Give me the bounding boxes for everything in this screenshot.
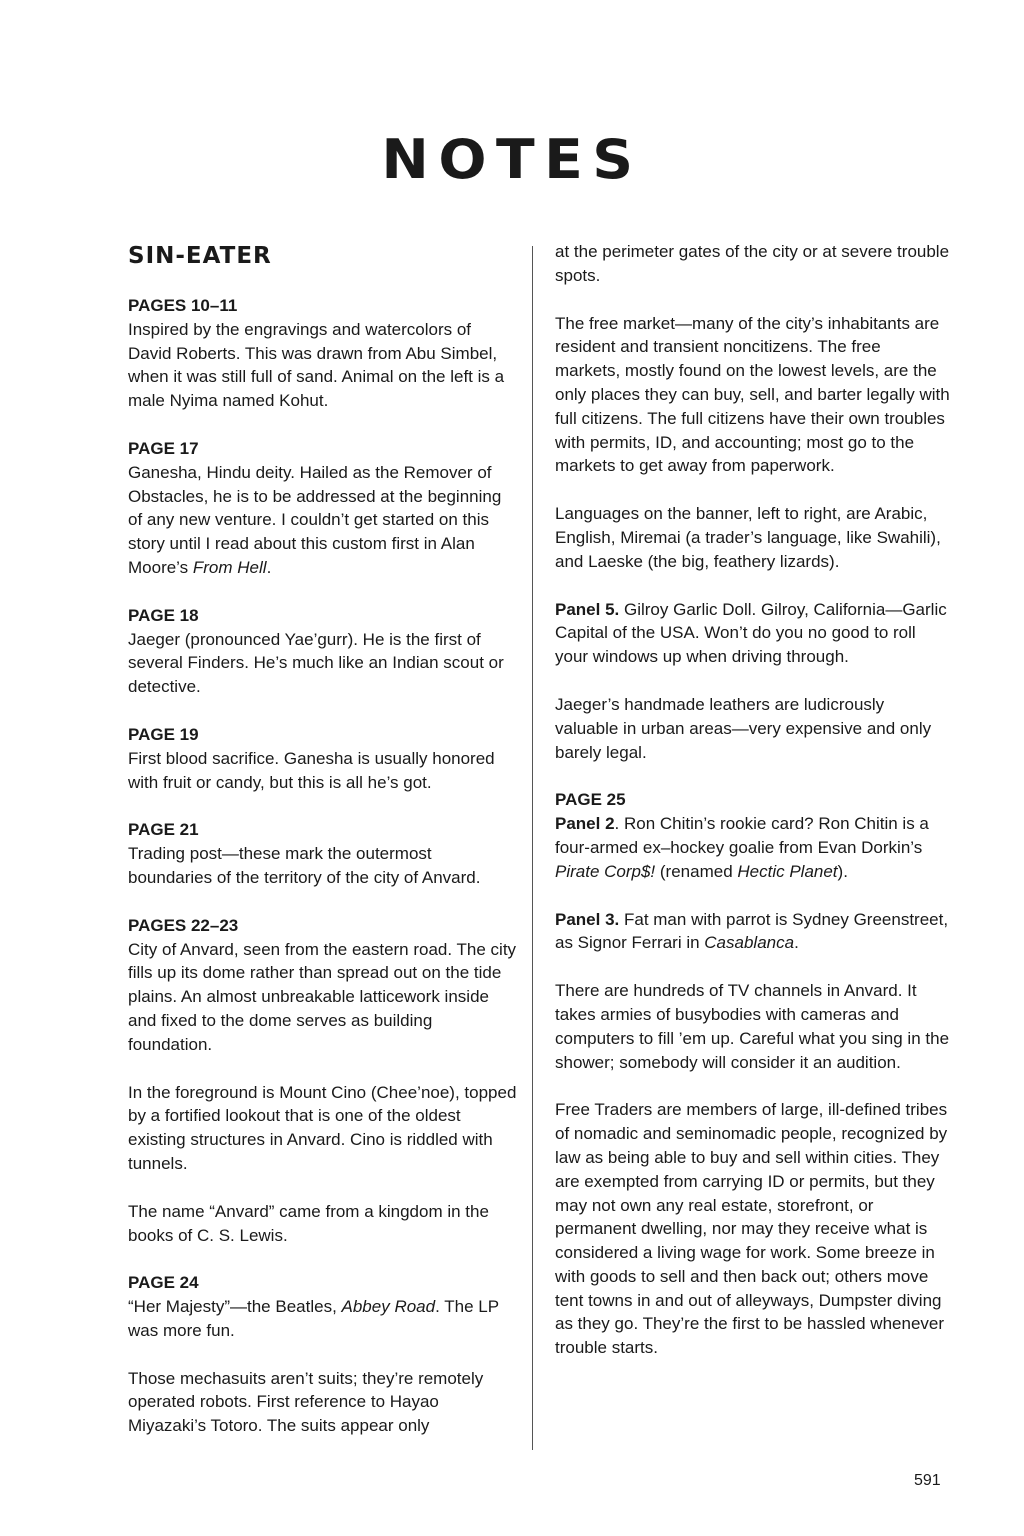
note-heading: PAGE 17 — [128, 438, 199, 458]
note-entry — [555, 693, 950, 764]
note-text — [128, 318, 518, 413]
note-entry — [555, 908, 950, 956]
left-column — [128, 240, 518, 1462]
left-entries — [128, 294, 518, 1438]
note-text — [128, 938, 518, 1057]
page-number: 591 — [914, 1472, 941, 1489]
text-run: . — [794, 933, 799, 953]
note-heading: PAGE 24 — [128, 1273, 199, 1293]
bold-run: Panel 2 — [555, 814, 615, 834]
text-run: The free market—many of the city’s inhabitants are resident and transient noncitizens. The free markets, mostly found on the lowest levels, are the only places they can buy, sell, and barter legally with full citizens. The full citizens have their own troubles with permits, ID, and accounting; most go to the markets to get away from paperwork. — [555, 313, 950, 476]
note-text — [128, 842, 518, 890]
text-run: City of Anvard, seen from the eastern road. The city fills up its dome rather than spread out on the tide plains. An almost unbreakable latticework inside and fixed to the dome serves as building foundation. — [128, 939, 517, 1054]
note-entry — [555, 312, 950, 479]
text-run: Fat man with parrot is Sydney Greenstreet, as Signor Ferrari in — [555, 909, 949, 953]
text-run: . — [266, 557, 272, 577]
note-entry — [555, 788, 950, 883]
italic-run: Pirate Corp$! — [555, 861, 656, 881]
note-text — [128, 1367, 518, 1438]
note-text — [128, 628, 518, 699]
note-text — [128, 1200, 518, 1248]
text-run: There are hundreds of TV channels in Anvard. It takes armies of busybodies with cameras and computers to fill ’em up. Careful what you sing in the shower; somebody will consider it an audition. — [555, 981, 950, 1072]
note-entry — [555, 598, 950, 669]
italic-run: From Hell — [192, 557, 267, 577]
italic-run: Hectic Planet — [737, 861, 838, 881]
note-text — [128, 1295, 518, 1343]
column-divider — [532, 246, 533, 1450]
note-text — [128, 1081, 518, 1176]
right-entries — [555, 240, 950, 1360]
note-entry — [128, 1081, 518, 1176]
section-title: SIN-EATER — [128, 243, 272, 269]
note-text — [128, 747, 518, 795]
note-heading: PAGE 19 — [128, 724, 199, 744]
note-heading: PAGES 10–11 — [128, 296, 238, 315]
note-entry — [555, 1098, 950, 1360]
note-heading: PAGE 25 — [555, 790, 626, 810]
text-run: Those mechasuits aren’t suits; they’re remotely operated robots. First reference to Hayao Miyazaki’s Totoro. The suits appear only — [128, 1368, 484, 1436]
text-run: Trading post—these mark the outermost boundaries of the territory of the city of Anvard. — [128, 844, 481, 887]
note-entry — [128, 294, 518, 413]
text-run: at the perimeter gates of the city or at severe trouble spots. — [555, 242, 950, 285]
note-text — [128, 461, 518, 580]
note-heading: PAGE 21 — [128, 820, 199, 840]
note-text — [555, 502, 950, 573]
note-entry — [128, 818, 518, 889]
text-run: In the foreground is Mount Cino (Chee’noe), topped by a fortified lookout that is one of the oldest existing structures in Anvard. Cino is riddled with tunnels. — [128, 1082, 517, 1173]
note-entry — [128, 1367, 518, 1438]
note-entry — [555, 502, 950, 573]
bold-run: Panel 5. — [555, 599, 620, 619]
text-run: Jaeger’s handmade leathers are ludicrously valuable in urban areas—very expensive and only barely legal. — [555, 694, 932, 762]
note-text — [555, 693, 950, 764]
text-run: (renamed — [655, 861, 738, 881]
note-heading: PAGE 18 — [128, 605, 199, 625]
text-run: . Ron Chitin’s rookie card? Ron Chitin is a four-armed ex–hockey goalie from Evan Dorkin’s — [555, 814, 929, 857]
text-run: Free Traders are members of large, ill-defined tribes of nomadic and seminomadic people, recognized by law as being able to buy and sell within cities. They are exempted from carrying ID or permits, but they may not own any real estate, storefront, or permanent dwelling, nor may they receive what is considered a living wage for work. Some breeze in with goods to sell and then back out; others move tent towns in and out of alleyways, Dumpster diving as they go. They’re the first to be hassled whenever trouble starts. — [555, 1100, 948, 1358]
right-column — [555, 240, 950, 1384]
text-run: ). — [837, 861, 848, 881]
note-entry — [128, 723, 518, 794]
text-run: Jaeger (pronounced Yae’gurr). He is the first of several Finders. He’s much like an Indian scout or detective. — [128, 629, 504, 697]
note-text — [555, 812, 950, 883]
note-entry — [128, 1200, 518, 1248]
page-title: NOTES — [381, 128, 643, 191]
text-run: “Her Majesty”—the Beatles, — [128, 1297, 342, 1317]
text-run: Ganesha, Hindu deity. Hailed as the Remover of Obstacles, he is to be addressed at the beginning of any new venture. I couldn’t get started on this story until I read about this custom first in Alan Moore’s — [128, 462, 502, 577]
note-entry — [128, 604, 518, 699]
note-entry — [128, 1271, 518, 1342]
note-entry — [555, 240, 950, 288]
text-run: The name “Anvard” came from a kingdom in the books of C. S. Lewis. — [128, 1201, 489, 1245]
note-text — [555, 1098, 950, 1360]
note-text — [555, 908, 950, 956]
text-run: Gilroy Garlic Doll. Gilroy, California—Garlic Capital of the USA. Won’t do you no good to roll your windows up when driving through. — [555, 599, 947, 667]
note-text — [555, 312, 950, 479]
note-entry — [128, 437, 518, 580]
note-entry — [128, 914, 518, 1057]
note-entry — [555, 979, 950, 1074]
note-text — [555, 598, 950, 669]
text-run: Languages on the banner, left to right, are Arabic, English, Miremai (a trader’s language, like Swahili), and Laeske (the big, feathery lizards). — [555, 504, 941, 571]
note-heading: PAGES 22–23 — [128, 915, 239, 935]
text-run: . The LP was more fun. — [128, 1297, 499, 1340]
text-run: First blood sacrifice. Ganesha is usually honored with fruit or candy, but this is all he’s got. — [128, 748, 495, 792]
bold-run: Panel 3. — [555, 909, 620, 929]
note-text — [555, 979, 950, 1074]
text-run: Inspired by the engravings and watercolors of David Roberts. This was drawn from Abu Simbel, when it was still full of sand. Animal on the left is a male Nyima named Kohut. — [128, 319, 505, 411]
italic-run: Abbey Road — [341, 1297, 436, 1317]
italic-run: Casablanca — [704, 933, 795, 953]
note-text — [555, 240, 950, 288]
